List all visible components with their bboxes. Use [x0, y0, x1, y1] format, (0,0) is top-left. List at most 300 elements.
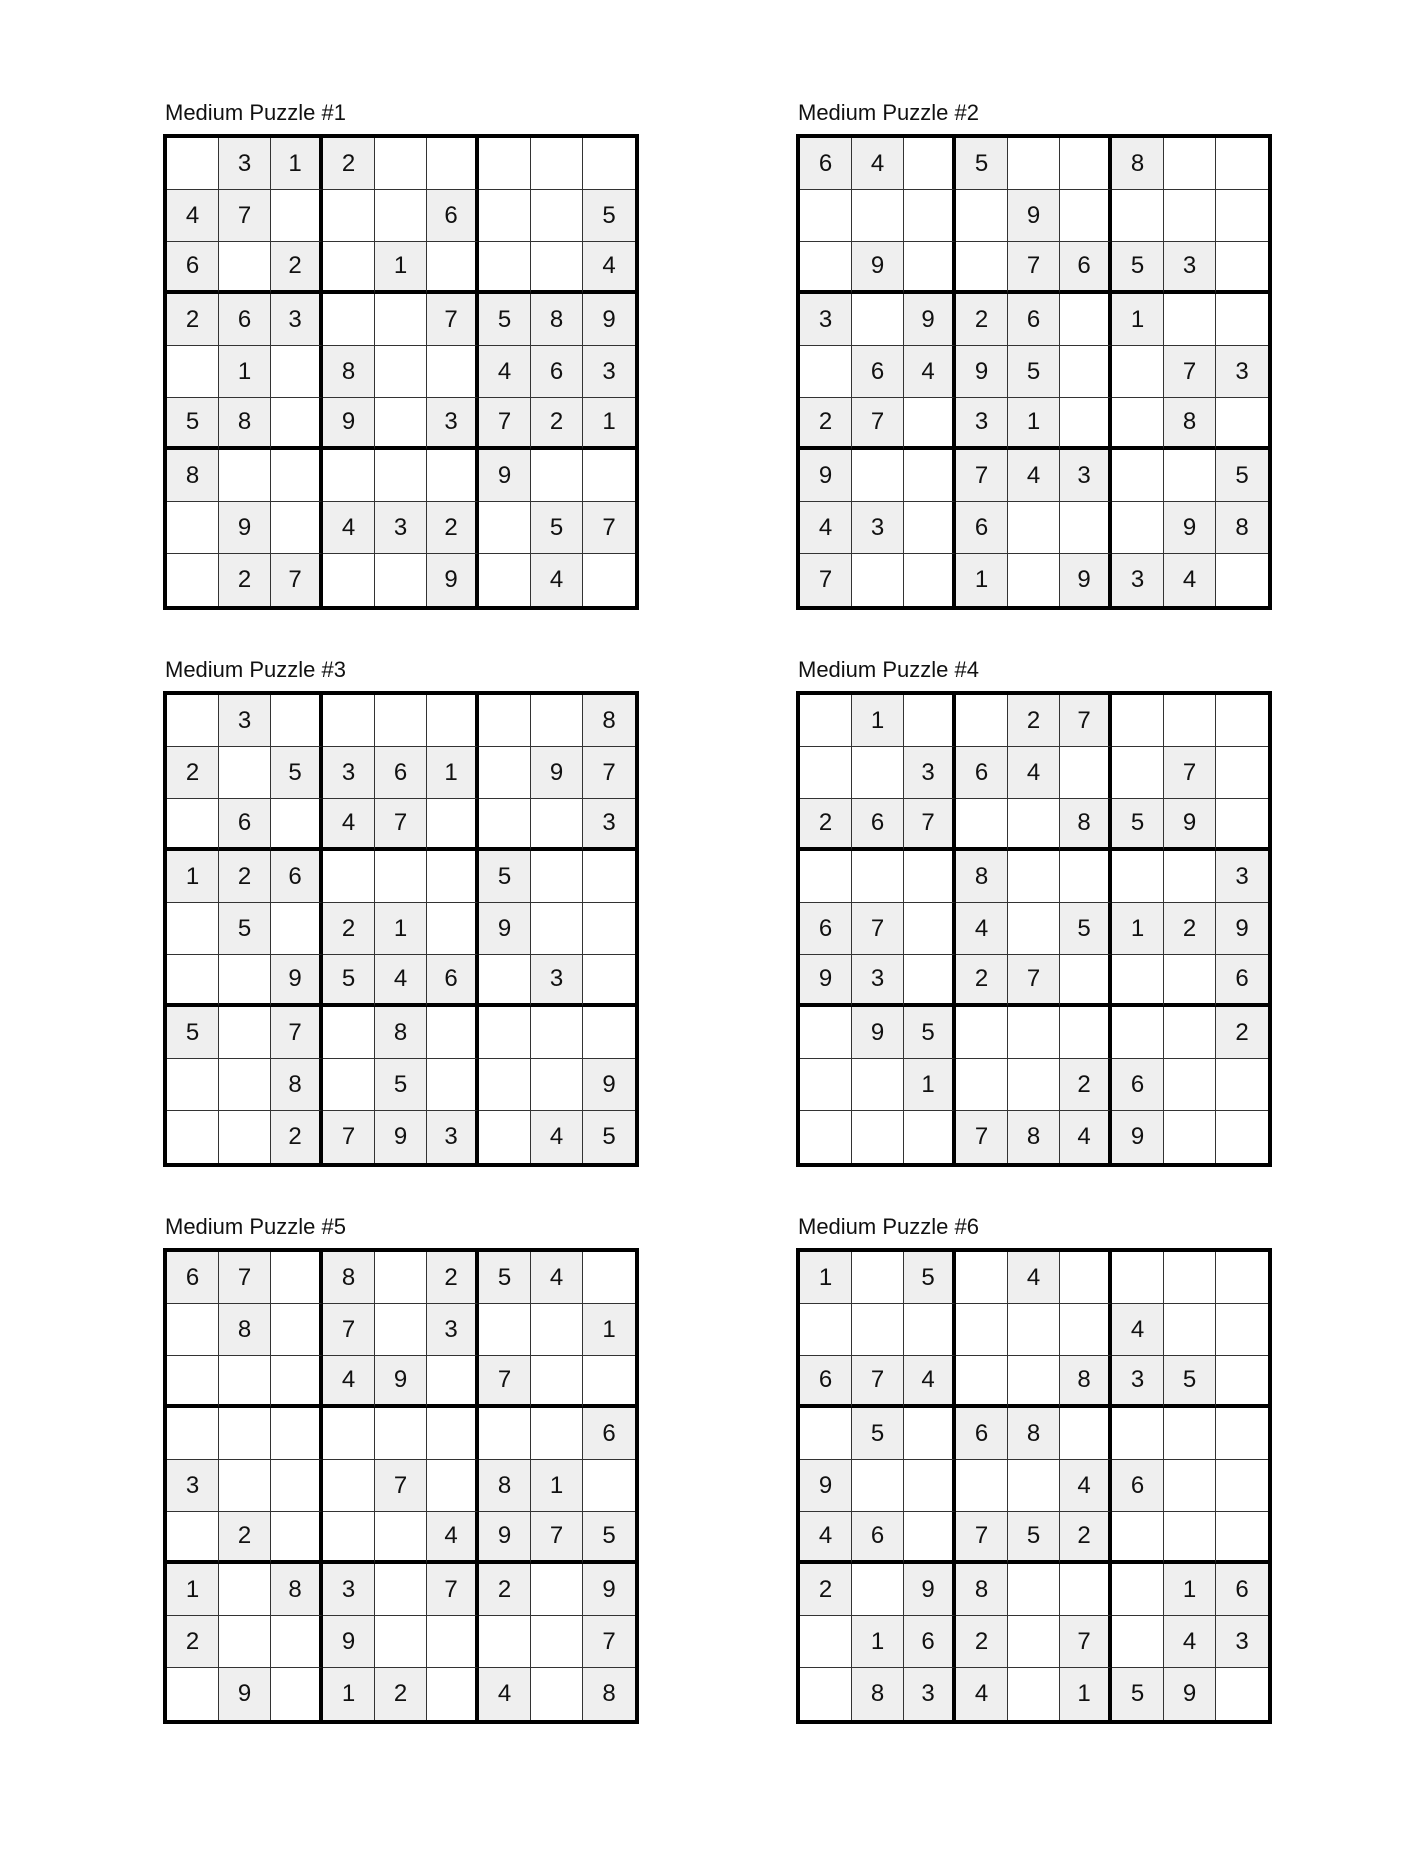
empty-cell[interactable] [1112, 190, 1164, 242]
empty-cell[interactable] [375, 294, 427, 346]
empty-cell[interactable] [375, 346, 427, 398]
empty-cell[interactable] [852, 554, 904, 606]
empty-cell[interactable] [904, 695, 956, 747]
empty-cell[interactable] [1216, 1252, 1268, 1304]
empty-cell[interactable] [852, 294, 904, 346]
empty-cell[interactable] [167, 138, 219, 190]
empty-cell[interactable] [800, 1059, 852, 1111]
empty-cell[interactable] [427, 799, 479, 851]
empty-cell[interactable] [427, 695, 479, 747]
given-cell: 8 [219, 398, 271, 450]
empty-cell[interactable] [1112, 747, 1164, 799]
empty-cell[interactable] [904, 554, 956, 606]
given-cell: 7 [583, 747, 635, 799]
empty-cell[interactable] [1216, 242, 1268, 294]
given-cell: 8 [271, 1059, 323, 1111]
empty-cell[interactable] [271, 1304, 323, 1356]
empty-cell[interactable] [852, 1059, 904, 1111]
empty-cell[interactable] [219, 1460, 271, 1512]
empty-cell[interactable] [1112, 1252, 1164, 1304]
empty-cell[interactable] [479, 1059, 531, 1111]
empty-cell[interactable] [531, 1616, 583, 1668]
given-cell: 7 [479, 398, 531, 450]
empty-cell[interactable] [1216, 1059, 1268, 1111]
empty-cell[interactable] [427, 1668, 479, 1720]
empty-cell[interactable] [852, 1111, 904, 1163]
empty-cell[interactable] [1216, 190, 1268, 242]
empty-cell[interactable] [583, 450, 635, 502]
empty-cell[interactable] [531, 242, 583, 294]
empty-cell[interactable] [1060, 294, 1112, 346]
empty-cell[interactable] [583, 903, 635, 955]
empty-cell[interactable] [271, 450, 323, 502]
empty-cell[interactable] [956, 799, 1008, 851]
empty-cell[interactable] [531, 1668, 583, 1720]
empty-cell[interactable] [1216, 398, 1268, 450]
empty-cell[interactable] [531, 1408, 583, 1460]
empty-cell[interactable] [427, 450, 479, 502]
empty-cell[interactable] [800, 1616, 852, 1668]
puzzle-title: Medium Puzzle #4 [798, 657, 979, 682]
empty-cell[interactable] [271, 903, 323, 955]
empty-cell[interactable] [1008, 1059, 1060, 1111]
empty-cell[interactable] [904, 1304, 956, 1356]
empty-cell[interactable] [427, 1408, 479, 1460]
empty-cell[interactable] [1112, 851, 1164, 903]
empty-cell[interactable] [1164, 294, 1216, 346]
empty-cell[interactable] [1008, 1616, 1060, 1668]
empty-cell[interactable] [375, 554, 427, 606]
empty-cell[interactable] [583, 554, 635, 606]
empty-cell[interactable] [479, 1408, 531, 1460]
empty-cell[interactable] [1164, 1304, 1216, 1356]
given-cell: 4 [904, 1356, 956, 1408]
empty-cell[interactable] [583, 955, 635, 1007]
given-cell: 5 [583, 190, 635, 242]
empty-cell[interactable] [375, 450, 427, 502]
empty-cell[interactable] [1112, 695, 1164, 747]
empty-cell[interactable] [956, 1304, 1008, 1356]
given-cell: 1 [852, 695, 904, 747]
empty-cell[interactable] [271, 190, 323, 242]
empty-cell[interactable] [219, 1564, 271, 1616]
empty-cell[interactable] [531, 903, 583, 955]
empty-cell[interactable] [271, 1460, 323, 1512]
empty-cell[interactable] [1112, 346, 1164, 398]
empty-cell[interactable] [323, 242, 375, 294]
given-cell: 9 [852, 1007, 904, 1059]
empty-cell[interactable] [1164, 955, 1216, 1007]
empty-cell[interactable] [1112, 450, 1164, 502]
empty-cell[interactable] [1216, 138, 1268, 190]
empty-cell[interactable] [1008, 138, 1060, 190]
empty-cell[interactable] [956, 1252, 1008, 1304]
given-cell: 3 [427, 398, 479, 450]
empty-cell[interactable] [956, 1460, 1008, 1512]
empty-cell[interactable] [479, 955, 531, 1007]
empty-cell[interactable] [167, 695, 219, 747]
empty-cell[interactable] [271, 1408, 323, 1460]
empty-cell[interactable] [479, 242, 531, 294]
empty-cell[interactable] [852, 1304, 904, 1356]
empty-cell[interactable] [1060, 1304, 1112, 1356]
empty-cell[interactable] [1216, 1408, 1268, 1460]
given-cell: 7 [583, 1616, 635, 1668]
empty-cell[interactable] [531, 190, 583, 242]
empty-cell[interactable] [956, 1356, 1008, 1408]
empty-cell[interactable] [427, 346, 479, 398]
given-cell: 7 [800, 554, 852, 606]
empty-cell[interactable] [271, 502, 323, 554]
empty-cell[interactable] [479, 554, 531, 606]
empty-cell[interactable] [1164, 450, 1216, 502]
empty-cell[interactable] [1060, 1252, 1112, 1304]
empty-cell[interactable] [800, 747, 852, 799]
empty-cell[interactable] [323, 1007, 375, 1059]
empty-cell[interactable] [904, 450, 956, 502]
empty-cell[interactable] [479, 695, 531, 747]
empty-cell[interactable] [1008, 1668, 1060, 1720]
empty-cell[interactable] [219, 1356, 271, 1408]
given-cell: 8 [531, 294, 583, 346]
empty-cell[interactable] [956, 242, 1008, 294]
empty-cell[interactable] [800, 242, 852, 294]
empty-cell[interactable] [852, 1460, 904, 1512]
empty-cell[interactable] [1216, 1304, 1268, 1356]
empty-cell[interactable] [1008, 502, 1060, 554]
empty-cell[interactable] [375, 1564, 427, 1616]
empty-cell[interactable] [375, 1252, 427, 1304]
given-cell: 5 [904, 1007, 956, 1059]
empty-cell[interactable] [852, 1564, 904, 1616]
given-cell: 6 [1216, 955, 1268, 1007]
given-cell: 2 [956, 294, 1008, 346]
empty-cell[interactable] [323, 1408, 375, 1460]
given-cell: 4 [583, 242, 635, 294]
empty-cell[interactable] [271, 695, 323, 747]
empty-cell[interactable] [271, 346, 323, 398]
empty-cell[interactable] [852, 450, 904, 502]
empty-cell[interactable] [1216, 799, 1268, 851]
empty-cell[interactable] [1164, 1460, 1216, 1512]
empty-cell[interactable] [1216, 695, 1268, 747]
empty-cell[interactable] [1112, 1564, 1164, 1616]
given-cell: 9 [323, 398, 375, 450]
empty-cell[interactable] [167, 799, 219, 851]
empty-cell[interactable] [1008, 1304, 1060, 1356]
empty-cell[interactable] [1164, 190, 1216, 242]
empty-cell[interactable] [427, 1616, 479, 1668]
given-cell: 1 [323, 1668, 375, 1720]
given-cell: 4 [323, 1356, 375, 1408]
empty-cell[interactable] [1112, 398, 1164, 450]
given-cell: 7 [1008, 955, 1060, 1007]
empty-cell[interactable] [271, 1512, 323, 1564]
empty-cell[interactable] [531, 1564, 583, 1616]
empty-cell[interactable] [956, 695, 1008, 747]
sudoku-board [163, 1248, 639, 1724]
empty-cell[interactable] [375, 1408, 427, 1460]
empty-cell[interactable] [375, 1512, 427, 1564]
empty-cell[interactable] [1060, 138, 1112, 190]
empty-cell[interactable] [1008, 799, 1060, 851]
empty-cell[interactable] [904, 502, 956, 554]
empty-cell[interactable] [167, 1059, 219, 1111]
empty-cell[interactable] [531, 1304, 583, 1356]
empty-cell[interactable] [904, 1111, 956, 1163]
empty-cell[interactable] [427, 903, 479, 955]
empty-cell[interactable] [219, 955, 271, 1007]
empty-cell[interactable] [1216, 1668, 1268, 1720]
given-cell: 1 [1164, 1564, 1216, 1616]
empty-cell[interactable] [904, 903, 956, 955]
given-cell: 5 [852, 1408, 904, 1460]
empty-cell[interactable] [271, 1356, 323, 1408]
empty-cell[interactable] [1164, 1007, 1216, 1059]
empty-cell[interactable] [479, 138, 531, 190]
empty-cell[interactable] [904, 851, 956, 903]
empty-cell[interactable] [1008, 903, 1060, 955]
empty-cell[interactable] [219, 747, 271, 799]
empty-cell[interactable] [800, 1007, 852, 1059]
empty-cell[interactable] [1216, 747, 1268, 799]
empty-cell[interactable] [219, 1111, 271, 1163]
empty-cell[interactable] [904, 242, 956, 294]
given-cell: 9 [1164, 1668, 1216, 1720]
given-cell: 5 [167, 398, 219, 450]
empty-cell[interactable] [1112, 1512, 1164, 1564]
empty-cell[interactable] [375, 1616, 427, 1668]
empty-cell[interactable] [1060, 1564, 1112, 1616]
empty-cell[interactable] [375, 851, 427, 903]
empty-cell[interactable] [904, 398, 956, 450]
empty-cell[interactable] [1216, 554, 1268, 606]
given-cell: 2 [219, 1512, 271, 1564]
empty-cell[interactable] [167, 1356, 219, 1408]
given-cell: 2 [167, 747, 219, 799]
empty-cell[interactable] [1060, 398, 1112, 450]
empty-cell[interactable] [904, 1512, 956, 1564]
empty-cell[interactable] [1164, 695, 1216, 747]
empty-cell[interactable] [531, 695, 583, 747]
empty-cell[interactable] [1008, 1007, 1060, 1059]
empty-cell[interactable] [375, 1304, 427, 1356]
empty-cell[interactable] [852, 1252, 904, 1304]
empty-cell[interactable] [167, 502, 219, 554]
empty-cell[interactable] [583, 1007, 635, 1059]
empty-cell[interactable] [1060, 1408, 1112, 1460]
empty-cell[interactable] [1216, 1460, 1268, 1512]
empty-cell[interactable] [583, 851, 635, 903]
empty-cell[interactable] [479, 1111, 531, 1163]
given-cell: 3 [323, 747, 375, 799]
empty-cell[interactable] [479, 1616, 531, 1668]
empty-cell[interactable] [323, 695, 375, 747]
empty-cell[interactable] [904, 138, 956, 190]
empty-cell[interactable] [479, 799, 531, 851]
empty-cell[interactable] [1164, 138, 1216, 190]
empty-cell[interactable] [531, 1356, 583, 1408]
empty-cell[interactable] [479, 747, 531, 799]
empty-cell[interactable] [427, 1059, 479, 1111]
empty-cell[interactable] [323, 1460, 375, 1512]
empty-cell[interactable] [1164, 851, 1216, 903]
empty-cell[interactable] [427, 138, 479, 190]
empty-cell[interactable] [1060, 747, 1112, 799]
given-cell: 9 [800, 450, 852, 502]
empty-cell[interactable] [1008, 1564, 1060, 1616]
empty-cell[interactable] [583, 138, 635, 190]
empty-cell[interactable] [904, 955, 956, 1007]
empty-cell[interactable] [1164, 1408, 1216, 1460]
empty-cell[interactable] [1060, 346, 1112, 398]
given-cell: 5 [375, 1059, 427, 1111]
given-cell: 7 [852, 398, 904, 450]
empty-cell[interactable] [904, 190, 956, 242]
given-cell: 3 [531, 955, 583, 1007]
given-cell: 6 [531, 346, 583, 398]
empty-cell[interactable] [323, 190, 375, 242]
empty-cell[interactable] [167, 955, 219, 1007]
empty-cell[interactable] [1216, 294, 1268, 346]
empty-cell[interactable] [956, 1059, 1008, 1111]
empty-cell[interactable] [323, 1059, 375, 1111]
given-cell: 2 [167, 1616, 219, 1668]
empty-cell[interactable] [427, 1460, 479, 1512]
empty-cell[interactable] [167, 903, 219, 955]
empty-cell[interactable] [375, 695, 427, 747]
empty-cell[interactable] [1008, 1460, 1060, 1512]
empty-cell[interactable] [852, 851, 904, 903]
empty-cell[interactable] [167, 346, 219, 398]
given-cell: 5 [479, 851, 531, 903]
empty-cell[interactable] [427, 1007, 479, 1059]
empty-cell[interactable] [583, 1356, 635, 1408]
empty-cell[interactable] [375, 398, 427, 450]
given-cell: 3 [852, 502, 904, 554]
empty-cell[interactable] [1112, 1007, 1164, 1059]
empty-cell[interactable] [531, 450, 583, 502]
empty-cell[interactable] [531, 851, 583, 903]
empty-cell[interactable] [583, 1252, 635, 1304]
empty-cell[interactable] [271, 1252, 323, 1304]
empty-cell[interactable] [479, 190, 531, 242]
empty-cell[interactable] [219, 1059, 271, 1111]
empty-cell[interactable] [479, 502, 531, 554]
empty-cell[interactable] [1112, 1616, 1164, 1668]
empty-cell[interactable] [904, 1408, 956, 1460]
empty-cell[interactable] [427, 851, 479, 903]
empty-cell[interactable] [1060, 190, 1112, 242]
empty-cell[interactable] [800, 346, 852, 398]
empty-cell[interactable] [167, 1512, 219, 1564]
empty-cell[interactable] [531, 1059, 583, 1111]
empty-cell[interactable] [323, 554, 375, 606]
empty-cell[interactable] [1060, 851, 1112, 903]
empty-cell[interactable] [1008, 851, 1060, 903]
empty-cell[interactable] [800, 1668, 852, 1720]
empty-cell[interactable] [583, 1460, 635, 1512]
empty-cell[interactable] [800, 1304, 852, 1356]
empty-cell[interactable] [375, 138, 427, 190]
empty-cell[interactable] [956, 190, 1008, 242]
empty-cell[interactable] [1164, 1059, 1216, 1111]
given-cell: 1 [583, 1304, 635, 1356]
given-cell: 4 [1164, 554, 1216, 606]
empty-cell[interactable] [219, 1408, 271, 1460]
empty-cell[interactable] [1216, 1512, 1268, 1564]
empty-cell[interactable] [219, 1616, 271, 1668]
given-cell: 4 [852, 138, 904, 190]
empty-cell[interactable] [1164, 1512, 1216, 1564]
empty-cell[interactable] [271, 1668, 323, 1720]
empty-cell[interactable] [531, 799, 583, 851]
empty-cell[interactable] [427, 242, 479, 294]
empty-cell[interactable] [1164, 1111, 1216, 1163]
empty-cell[interactable] [1112, 502, 1164, 554]
empty-cell[interactable] [1112, 955, 1164, 1007]
empty-cell[interactable] [271, 398, 323, 450]
empty-cell[interactable] [167, 554, 219, 606]
empty-cell[interactable] [1164, 1252, 1216, 1304]
empty-cell[interactable] [479, 1304, 531, 1356]
given-cell: 1 [904, 1059, 956, 1111]
empty-cell[interactable] [167, 1408, 219, 1460]
empty-cell[interactable] [1060, 502, 1112, 554]
empty-cell[interactable] [956, 1007, 1008, 1059]
empty-cell[interactable] [219, 1007, 271, 1059]
empty-cell[interactable] [800, 695, 852, 747]
empty-cell[interactable] [375, 190, 427, 242]
empty-cell[interactable] [323, 1512, 375, 1564]
empty-cell[interactable] [800, 1408, 852, 1460]
given-cell: 6 [583, 1408, 635, 1460]
empty-cell[interactable] [1112, 1408, 1164, 1460]
empty-cell[interactable] [531, 138, 583, 190]
empty-cell[interactable] [219, 450, 271, 502]
empty-cell[interactable] [167, 1111, 219, 1163]
empty-cell[interactable] [1008, 554, 1060, 606]
given-cell: 6 [904, 1616, 956, 1668]
empty-cell[interactable] [323, 450, 375, 502]
empty-cell[interactable] [167, 1304, 219, 1356]
puzzle-title: Medium Puzzle #5 [165, 1214, 346, 1239]
empty-cell[interactable] [271, 799, 323, 851]
empty-cell[interactable] [852, 747, 904, 799]
empty-cell[interactable] [323, 851, 375, 903]
empty-cell[interactable] [1216, 1111, 1268, 1163]
given-cell: 7 [323, 1111, 375, 1163]
empty-cell[interactable] [800, 851, 852, 903]
empty-cell[interactable] [800, 190, 852, 242]
empty-cell[interactable] [1008, 1356, 1060, 1408]
empty-cell[interactable] [219, 242, 271, 294]
empty-cell[interactable] [271, 1616, 323, 1668]
given-cell: 5 [1216, 450, 1268, 502]
empty-cell[interactable] [1060, 955, 1112, 1007]
empty-cell[interactable] [167, 1668, 219, 1720]
empty-cell[interactable] [479, 1007, 531, 1059]
empty-cell[interactable] [904, 1460, 956, 1512]
empty-cell[interactable] [852, 190, 904, 242]
empty-cell[interactable] [323, 294, 375, 346]
empty-cell[interactable] [531, 1007, 583, 1059]
empty-cell[interactable] [1060, 1007, 1112, 1059]
empty-cell[interactable] [1216, 1356, 1268, 1408]
empty-cell[interactable] [427, 1356, 479, 1408]
given-cell: 7 [219, 190, 271, 242]
empty-cell[interactable] [800, 1111, 852, 1163]
